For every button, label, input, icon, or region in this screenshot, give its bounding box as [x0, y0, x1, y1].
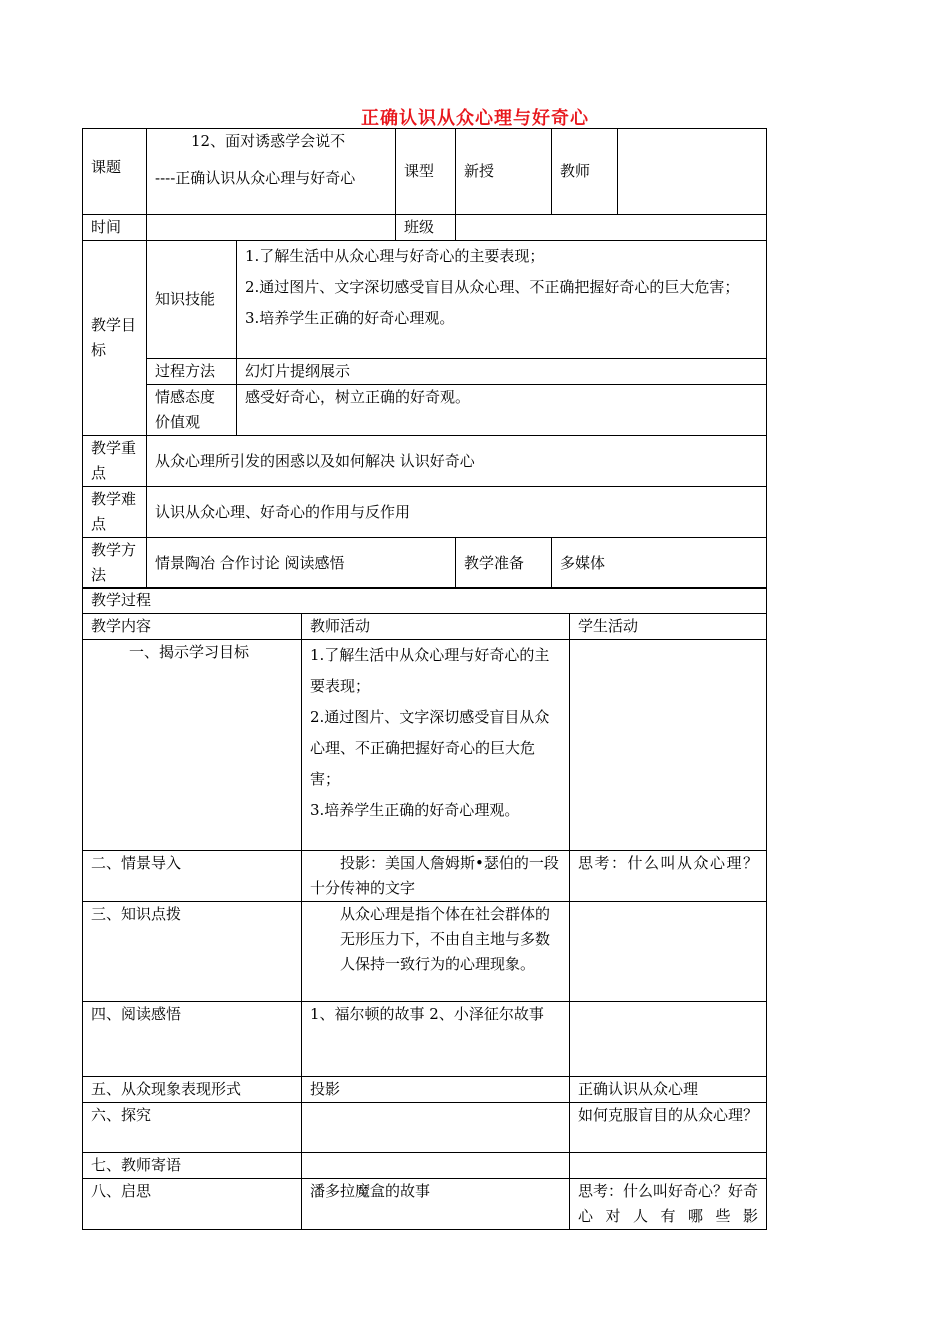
teacher-1-item-2: 2.通过图片、文字深切感受盲目从众心理、不正确把握好奇心的巨大危害； [310, 708, 550, 788]
column-teacher: 教师活动 [302, 614, 570, 640]
knowledge-items [237, 241, 767, 359]
class-label: 班级 [396, 215, 456, 241]
prep-label: 教学准备 [456, 538, 552, 589]
knowledge-item-3: 3.培养学生正确的好奇心理观。 [245, 309, 455, 327]
process-row-2 [83, 851, 767, 902]
process-method-row [83, 359, 767, 385]
process-method-value: 幻灯片提纲展示 [237, 359, 767, 385]
time-value [147, 215, 396, 241]
process-row-5 [83, 1077, 767, 1103]
difficult-points-row [83, 487, 767, 538]
topic-value [147, 129, 396, 215]
lesson-info-table [82, 128, 767, 589]
type-value: 新授 [456, 129, 552, 215]
knowledge-item-2: 2.通过图片、文字深切感受盲目从众心理、不正确把握好奇心的巨大危害； [245, 278, 740, 296]
process-table [82, 587, 767, 1230]
process-header-row [83, 588, 767, 614]
process-row-1 [83, 640, 767, 851]
process-content-6: 六、探究 [83, 1103, 302, 1153]
attitude-value: 感受好奇心，树立正确的好奇观。 [237, 385, 767, 436]
process-content-7: 七、教师寄语 [83, 1153, 302, 1179]
difficult-points-value: 认识从众心理、好奇心的作用与反作用 [147, 487, 767, 538]
process-student-8: 思考：什么叫好奇心？好奇心对人有哪些影 [570, 1179, 767, 1230]
time-label: 时间 [83, 215, 147, 241]
process-teacher-7 [302, 1153, 570, 1179]
process-student-2: 思考：什么叫从众心理？ [570, 851, 767, 902]
key-points-label: 教学重点 [83, 436, 147, 487]
process-row-4 [83, 1002, 767, 1077]
knowledge-label: 知识技能 [147, 241, 237, 359]
column-content: 教学内容 [83, 614, 302, 640]
process-content-1: 一、揭示学习目标 [83, 640, 302, 851]
attitude-label: 情感态度价值观 [147, 385, 237, 436]
process-student-3 [570, 902, 767, 1002]
key-points-row [83, 436, 767, 487]
teacher-label: 教师 [552, 129, 618, 215]
process-row-7 [83, 1153, 767, 1179]
process-teacher-8: 潘多拉魔盒的故事 [302, 1179, 570, 1230]
teacher-value [618, 129, 767, 215]
process-teacher-6 [302, 1103, 570, 1153]
topic-line1: 12、面对诱惑学会说不 [191, 132, 346, 150]
column-student: 学生活动 [570, 614, 767, 640]
prep-value: 多媒体 [552, 538, 767, 589]
knowledge-item-1: 1.了解生活中从众心理与好奇心的主要表现； [245, 247, 545, 265]
process-content-2: 二、情景导入 [83, 851, 302, 902]
process-row-8 [83, 1179, 767, 1230]
process-teacher-2: 投影：美国人詹姆斯•瑟伯的一段十分传神的文字 [302, 851, 570, 902]
methods-value: 情景陶冶 合作讨论 阅读感悟 [147, 538, 456, 589]
topic-line2: ----正确认识从众心理与好奇心 [155, 169, 356, 187]
time-row [83, 215, 767, 241]
knowledge-row [83, 241, 767, 359]
process-content-8: 八、启思 [83, 1179, 302, 1230]
process-student-7 [570, 1153, 767, 1179]
teacher-1-item-1: 1.了解生活中从众心理与好奇心的主要表现； [310, 646, 550, 695]
process-teacher-3: 从众心理是指个体在社会群体的无形压力下，不由自主地与多数人保持一致行为的心理现象。 [302, 902, 570, 1002]
process-row-3 [83, 902, 767, 1002]
document-title: 正确认识从众心理与好奇心 [361, 108, 589, 129]
attitude-row [83, 385, 767, 436]
process-student-4 [570, 1002, 767, 1077]
key-points-value: 从众心理所引发的困惑以及如何解决 认识好奇心 [147, 436, 767, 487]
process-content-5: 五、从众现象表现形式 [83, 1077, 302, 1103]
methods-row [83, 538, 767, 589]
process-student-5: 正确认识从众心理 [570, 1077, 767, 1103]
class-value [456, 215, 767, 241]
process-method-label: 过程方法 [147, 359, 237, 385]
process-teacher-1 [302, 640, 570, 851]
objectives-label: 教学目标 [83, 241, 147, 436]
topic-row [83, 129, 767, 215]
process-header: 教学过程 [83, 588, 767, 614]
methods-label: 教学方法 [83, 538, 147, 589]
process-content-4: 四、阅读感悟 [83, 1002, 302, 1077]
process-teacher-5: 投影 [302, 1077, 570, 1103]
process-student-1 [570, 640, 767, 851]
topic-label: 课题 [83, 129, 147, 215]
process-content-3: 三、知识点拨 [83, 902, 302, 1002]
teacher-1-item-3: 3.培养学生正确的好奇心理观。 [310, 801, 520, 819]
process-columns-row [83, 614, 767, 640]
type-label: 课型 [396, 129, 456, 215]
process-student-6: 如何克服盲目的从众心理？ [570, 1103, 767, 1153]
difficult-points-label: 教学难点 [83, 487, 147, 538]
process-row-6 [83, 1103, 767, 1153]
process-teacher-4: 1、福尔顿的故事 2、小泽征尔故事 [302, 1002, 570, 1077]
